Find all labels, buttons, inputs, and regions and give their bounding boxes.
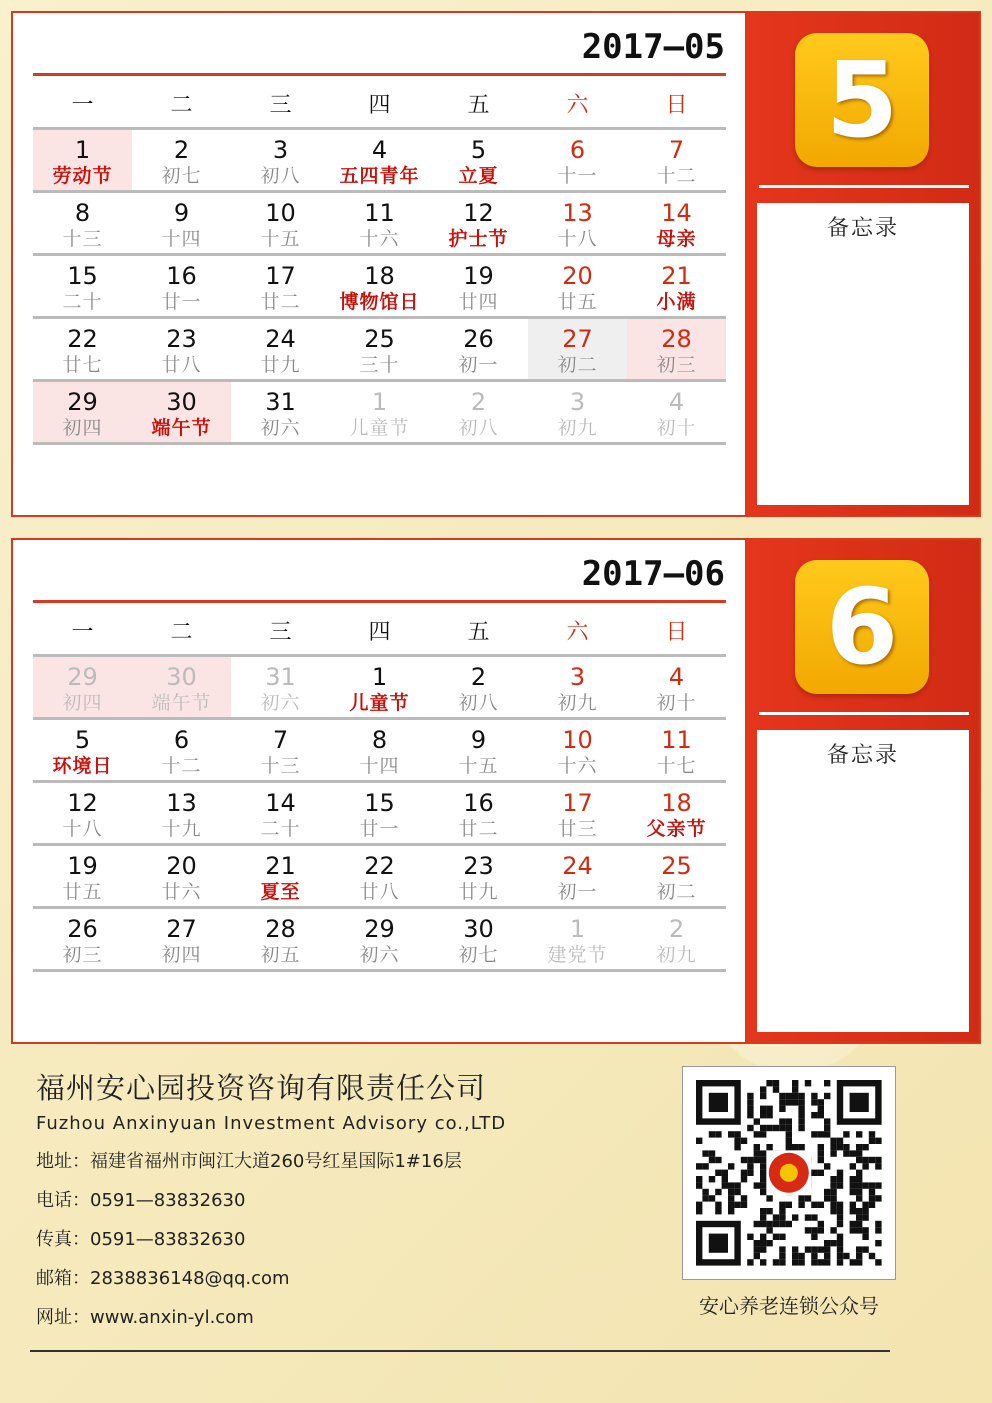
day-number: 9 (173, 199, 190, 227)
weekday-label: 日 (665, 619, 688, 645)
day-number: 28 (265, 915, 296, 943)
lunar-label: 三十 (359, 354, 400, 376)
day-number: 4 (371, 136, 388, 164)
lunar-label: 端午节 (151, 692, 212, 714)
lunar-label: 十三 (62, 228, 103, 250)
lunar-label: 十四 (359, 755, 400, 777)
day-cell[interactable] (132, 256, 231, 316)
day-number: 20 (166, 852, 197, 880)
day-number: 6 (569, 136, 586, 164)
day-number: 2 (470, 388, 487, 416)
phone: 电话：0591—83832630 (36, 1190, 246, 1211)
day-cell[interactable] (33, 783, 132, 843)
calendar-june (11, 538, 981, 1044)
day-number: 14 (265, 789, 296, 817)
day-cell[interactable] (627, 256, 726, 316)
weekday-label: 六 (566, 92, 589, 118)
day-number: 8 (371, 726, 388, 754)
day-cell[interactable] (330, 130, 429, 190)
day-number: 31 (265, 663, 296, 691)
day-cell[interactable] (33, 720, 132, 780)
day-cell[interactable] (330, 319, 429, 379)
day-cell[interactable] (132, 657, 231, 717)
day-number: 21 (265, 852, 296, 880)
lunar-label: 初三 (62, 944, 103, 966)
lunar-label: 初六 (260, 692, 301, 714)
day-cell[interactable] (33, 193, 132, 253)
calendar-grid (33, 79, 726, 445)
day-cell[interactable] (33, 846, 132, 906)
day-number: 5 (470, 136, 487, 164)
lunar-label: 十八 (62, 818, 103, 840)
day-number: 2 (470, 663, 487, 691)
day-cell[interactable] (429, 256, 528, 316)
company-info (36, 1066, 636, 1329)
lunar-label: 十二 (161, 755, 202, 777)
week-row (33, 657, 726, 720)
divider (33, 73, 726, 76)
day-number: 24 (265, 325, 296, 353)
day-number: 16 (463, 789, 494, 817)
day-number: 13 (562, 199, 593, 227)
day-number: 29 (67, 663, 98, 691)
lunar-label: 廿九 (458, 881, 499, 903)
day-cell[interactable] (330, 193, 429, 253)
day-cell[interactable] (330, 783, 429, 843)
day-number: 11 (364, 199, 395, 227)
company-name: 福州安心园投资咨询有限责任公司 (36, 1071, 487, 1105)
day-cell[interactable] (33, 909, 132, 969)
lunar-label: 初二 (557, 354, 598, 376)
day-number: 8 (74, 199, 91, 227)
day-cell[interactable] (429, 193, 528, 253)
week-row (33, 783, 726, 846)
day-cell[interactable] (429, 130, 528, 190)
lunar-label: 母亲 (656, 228, 697, 250)
lunar-label: 十九 (161, 818, 202, 840)
weekday-label: 五 (467, 92, 490, 118)
day-cell[interactable] (528, 382, 627, 442)
lunar-label: 初一 (458, 354, 499, 376)
day-number: 6 (173, 726, 190, 754)
lunar-label: 儿童节 (349, 417, 410, 439)
day-number: 19 (463, 262, 494, 290)
day-cell[interactable] (429, 382, 528, 442)
day-number: 7 (272, 726, 289, 754)
lunar-label: 廿八 (359, 881, 400, 903)
lunar-label: 初九 (557, 417, 598, 439)
day-number: 9 (470, 726, 487, 754)
day-number: 10 (562, 726, 593, 754)
day-cell[interactable] (429, 909, 528, 969)
day-cell[interactable] (330, 657, 429, 717)
lunar-label: 廿三 (557, 818, 598, 840)
day-number: 22 (364, 852, 395, 880)
day-number: 12 (67, 789, 98, 817)
week-row (33, 256, 726, 319)
weekday-header (33, 606, 726, 657)
lunar-label: 初一 (557, 881, 598, 903)
lunar-label: 十七 (656, 755, 697, 777)
day-number: 4 (668, 388, 685, 416)
day-number: 2 (173, 136, 190, 164)
day-cell[interactable] (627, 720, 726, 780)
day-cell[interactable] (528, 783, 627, 843)
divider (33, 600, 726, 603)
side-panel (745, 540, 979, 1042)
day-cell[interactable] (231, 783, 330, 843)
week-row (33, 319, 726, 382)
lunar-label: 护士节 (448, 228, 509, 250)
weekday-label: 二 (170, 92, 193, 118)
lunar-label: 劳动节 (52, 165, 113, 187)
week-row (33, 846, 726, 909)
lunar-label: 初九 (656, 944, 697, 966)
day-cell[interactable] (33, 657, 132, 717)
weekday-label: 一 (71, 92, 94, 118)
day-number: 23 (463, 852, 494, 880)
day-cell[interactable] (231, 909, 330, 969)
day-cell[interactable] (132, 720, 231, 780)
lunar-label: 五四青年 (339, 165, 420, 187)
lunar-label: 初七 (161, 165, 202, 187)
day-number: 3 (569, 388, 586, 416)
lunar-label: 十六 (359, 228, 400, 250)
day-number: 28 (661, 325, 692, 353)
divider (759, 185, 969, 188)
company-name-en: Fuzhou Anxinyuan Investment Advisory co.,LTD (36, 1113, 507, 1134)
day-cell[interactable] (33, 130, 132, 190)
day-cell[interactable] (627, 846, 726, 906)
day-cell[interactable] (627, 783, 726, 843)
day-number: 27 (166, 915, 197, 943)
day-cell[interactable] (132, 909, 231, 969)
lunar-label: 博物馆日 (339, 291, 420, 313)
day-cell[interactable] (627, 382, 726, 442)
day-number: 1 (371, 388, 388, 416)
month-title: 2017—06 (581, 554, 725, 594)
weekday-label: 四 (368, 92, 391, 118)
lunar-label: 儿童节 (349, 692, 410, 714)
day-number: 2 (668, 915, 685, 943)
day-cell[interactable] (231, 846, 330, 906)
day-cell[interactable] (231, 657, 330, 717)
weekday-label: 四 (368, 619, 391, 645)
lunar-label: 环境日 (52, 755, 113, 777)
lunar-label: 初六 (359, 944, 400, 966)
day-number: 26 (67, 915, 98, 943)
day-cell[interactable] (627, 130, 726, 190)
weekday-label: 日 (665, 92, 688, 118)
website[interactable]: 网址：www.anxin-yl.com (36, 1307, 254, 1328)
day-cell[interactable] (429, 720, 528, 780)
lunar-label: 廿五 (557, 291, 598, 313)
address: 地址：福建省福州市闽江大道260号红星国际1#16层 (36, 1151, 462, 1172)
email[interactable]: 邮箱：2838836148@qq.com (36, 1268, 290, 1289)
day-number: 25 (661, 852, 692, 880)
lunar-label: 建党节 (547, 944, 608, 966)
divider (759, 712, 969, 715)
lunar-label: 初八 (260, 165, 301, 187)
day-cell[interactable] (132, 193, 231, 253)
day-cell[interactable] (429, 657, 528, 717)
weekday-label: 一 (71, 619, 94, 645)
day-cell[interactable] (528, 657, 627, 717)
day-number: 30 (463, 915, 494, 943)
qr-code-icon (683, 1067, 895, 1279)
day-cell[interactable] (231, 720, 330, 780)
day-number: 29 (364, 915, 395, 943)
day-number: 1 (569, 915, 586, 943)
qr-code[interactable] (682, 1066, 896, 1280)
lunar-label: 廿一 (161, 291, 202, 313)
day-number: 1 (74, 136, 91, 164)
lunar-label: 廿二 (458, 818, 499, 840)
day-cell[interactable] (528, 720, 627, 780)
fax: 传真：0591—83832630 (36, 1229, 246, 1250)
week-row (33, 720, 726, 783)
day-number: 14 (661, 199, 692, 227)
weekday-header (33, 79, 726, 130)
memo-box[interactable] (757, 203, 969, 505)
weekday-label: 三 (269, 92, 292, 118)
day-number: 31 (265, 388, 296, 416)
day-number: 10 (265, 199, 296, 227)
day-cell[interactable] (132, 319, 231, 379)
weekday-label: 二 (170, 619, 193, 645)
day-number: 26 (463, 325, 494, 353)
day-cell[interactable] (132, 382, 231, 442)
day-cell[interactable] (528, 319, 627, 379)
day-number: 25 (364, 325, 395, 353)
day-cell[interactable] (429, 783, 528, 843)
lunar-label: 初四 (62, 417, 103, 439)
day-cell[interactable] (330, 720, 429, 780)
week-row (33, 193, 726, 256)
lunar-label: 十二 (656, 165, 697, 187)
memo-title: 备忘录 (826, 743, 899, 768)
lunar-label: 廿六 (161, 881, 202, 903)
day-cell[interactable] (528, 256, 627, 316)
day-cell[interactable] (429, 319, 528, 379)
weekday-label: 五 (467, 619, 490, 645)
day-number: 17 (265, 262, 296, 290)
lunar-label: 初二 (656, 881, 697, 903)
day-cell[interactable] (231, 319, 330, 379)
lunar-label: 廿一 (359, 818, 400, 840)
day-number: 29 (67, 388, 98, 416)
day-cell[interactable] (231, 382, 330, 442)
lunar-label: 廿四 (458, 291, 499, 313)
day-number: 13 (166, 789, 197, 817)
day-number: 4 (668, 663, 685, 691)
day-cell[interactable] (132, 130, 231, 190)
week-row (33, 130, 726, 193)
month-title: 2017—05 (581, 27, 725, 67)
day-cell[interactable] (627, 657, 726, 717)
day-number: 20 (562, 262, 593, 290)
lunar-label: 初十 (656, 417, 697, 439)
lunar-label: 初八 (458, 417, 499, 439)
lunar-label: 十四 (161, 228, 202, 250)
day-number: 18 (364, 262, 395, 290)
day-cell[interactable] (132, 846, 231, 906)
day-cell[interactable] (627, 193, 726, 253)
day-number: 21 (661, 262, 692, 290)
day-number: 22 (67, 325, 98, 353)
lunar-label: 小满 (656, 291, 697, 313)
divider (30, 1350, 890, 1352)
qr-caption: 安心养老连锁公众号 (699, 1294, 879, 1318)
lunar-label: 十三 (260, 755, 301, 777)
day-number: 3 (569, 663, 586, 691)
day-number: 15 (364, 789, 395, 817)
day-number: 12 (463, 199, 494, 227)
weekday-label: 六 (566, 619, 589, 645)
lunar-label: 初七 (458, 944, 499, 966)
day-number: 19 (67, 852, 98, 880)
lunar-label: 初九 (557, 692, 598, 714)
day-cell[interactable] (330, 909, 429, 969)
lunar-label: 初三 (656, 354, 697, 376)
day-number: 17 (562, 789, 593, 817)
day-cell[interactable] (330, 256, 429, 316)
day-cell[interactable] (528, 193, 627, 253)
day-number: 7 (668, 136, 685, 164)
day-cell[interactable] (33, 256, 132, 316)
day-number: 15 (67, 262, 98, 290)
lunar-label: 初四 (62, 692, 103, 714)
lunar-label: 父亲节 (646, 818, 707, 840)
day-number: 23 (166, 325, 197, 353)
lunar-label: 初六 (260, 417, 301, 439)
lunar-label: 廿五 (62, 881, 103, 903)
day-cell[interactable] (231, 193, 330, 253)
weekday-label: 三 (269, 619, 292, 645)
day-cell[interactable] (231, 130, 330, 190)
lunar-label: 初四 (161, 944, 202, 966)
lunar-label: 廿八 (161, 354, 202, 376)
lunar-label: 立夏 (458, 165, 499, 187)
day-cell[interactable] (528, 130, 627, 190)
calendar-grid (33, 606, 726, 972)
lunar-label: 十八 (557, 228, 598, 250)
lunar-label: 十五 (260, 228, 301, 250)
day-cell[interactable] (231, 256, 330, 316)
lunar-label: 端午节 (151, 417, 212, 439)
day-cell[interactable] (627, 909, 726, 969)
month-badge: 6 (795, 560, 929, 694)
lunar-label: 十六 (557, 755, 598, 777)
side-panel (745, 13, 979, 515)
day-number: 30 (166, 663, 197, 691)
day-number: 18 (661, 789, 692, 817)
lunar-label: 十一 (557, 165, 598, 187)
lunar-label: 二十 (260, 818, 301, 840)
day-cell[interactable] (33, 319, 132, 379)
memo-title: 备忘录 (826, 216, 899, 241)
lunar-label: 初五 (260, 944, 301, 966)
day-cell[interactable] (330, 382, 429, 442)
day-cell[interactable] (627, 319, 726, 379)
day-cell[interactable] (33, 382, 132, 442)
day-number: 30 (166, 388, 197, 416)
week-row (33, 382, 726, 445)
day-cell[interactable] (528, 846, 627, 906)
lunar-label: 廿九 (260, 354, 301, 376)
day-number: 3 (272, 136, 289, 164)
week-row (33, 909, 726, 972)
day-number: 24 (562, 852, 593, 880)
lunar-label: 二十 (62, 291, 103, 313)
memo-box[interactable] (757, 730, 969, 1032)
lunar-label: 夏至 (260, 881, 301, 903)
day-number: 5 (74, 726, 91, 754)
month-badge: 5 (795, 33, 929, 167)
lunar-label: 十五 (458, 755, 499, 777)
day-cell[interactable] (429, 846, 528, 906)
day-cell[interactable] (132, 783, 231, 843)
day-cell[interactable] (528, 909, 627, 969)
day-number: 11 (661, 726, 692, 754)
day-number: 16 (166, 262, 197, 290)
calendar-may (11, 11, 981, 517)
lunar-label: 初十 (656, 692, 697, 714)
lunar-label: 初八 (458, 692, 499, 714)
day-number: 27 (562, 325, 593, 353)
day-cell[interactable] (330, 846, 429, 906)
day-number: 1 (371, 663, 388, 691)
lunar-label: 廿七 (62, 354, 103, 376)
lunar-label: 廿二 (260, 291, 301, 313)
